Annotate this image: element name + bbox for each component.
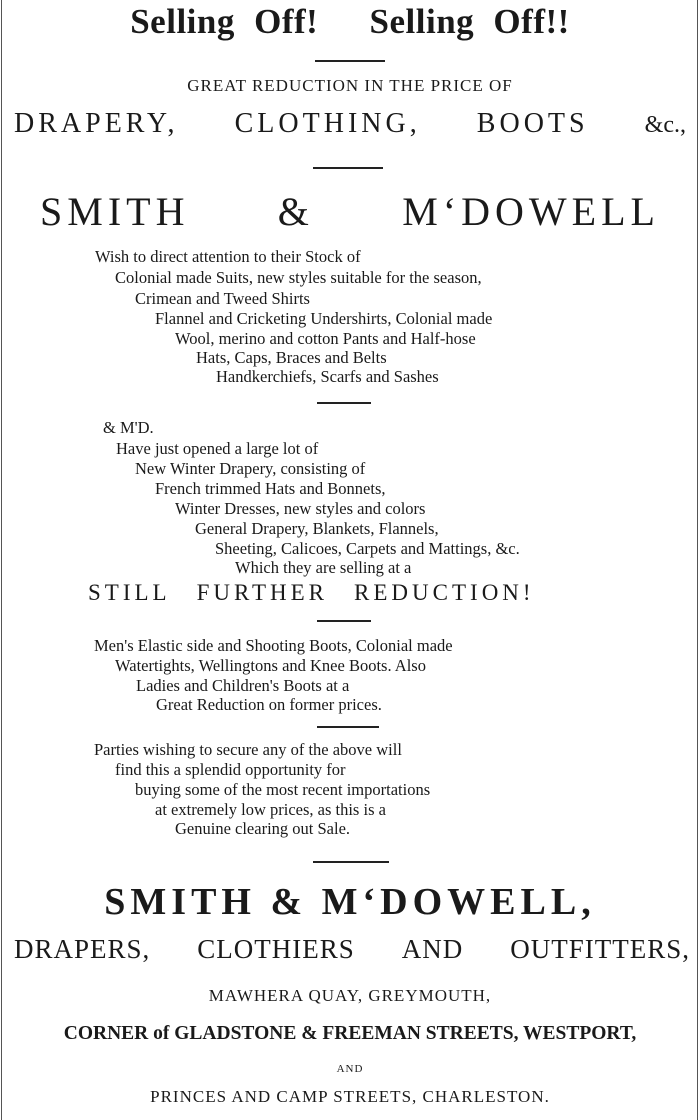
firm-name-top [40, 188, 660, 235]
stock-line: Handkerchiefs, Scarfs and Sashes [216, 367, 439, 386]
drapery-line: Sheeting, Calicoes, Carpets and Mattings, &c. [215, 539, 520, 558]
parties-line: Parties wishing to secure any of the above will [94, 740, 402, 759]
further-word: FURTHER [196, 580, 329, 605]
stock-line: Hats, Caps, Braces and Belts [196, 348, 387, 367]
category-clothing: CLOTHING, [234, 108, 421, 139]
address-charleston: PRINCES AND CAMP STREETS, CHARLESTON. [150, 1087, 550, 1106]
boots-line: Watertights, Wellingtons and Knee Boots. Also [115, 656, 426, 675]
trade-drapers: DRAPERS, [14, 934, 151, 964]
divider [317, 726, 379, 728]
drapery-line: Which they are selling at a [235, 558, 412, 577]
boots-line: Men's Elastic side and Shooting Boots, Colonial made [94, 636, 453, 655]
trade-clothiers: CLOTHIERS [197, 934, 355, 964]
drapery-line: French trimmed Hats and Bonnets, [155, 479, 386, 498]
address-and: AND [336, 1063, 364, 1075]
still-further-reduction [88, 580, 561, 606]
category-drapery: DRAPERY, [14, 108, 179, 139]
stock-line: Wool, merino and cotton Pants and Half-hose [175, 329, 476, 348]
stock-line: Crimean and Tweed Shirts [135, 289, 310, 308]
category-etc: &c., [644, 112, 686, 138]
drapery-line: & M'D. [103, 418, 154, 437]
stock-line: Flannel and Cricketing Undershirts, Colonial made [155, 309, 493, 328]
address-greymouth: MAWHERA QUAY, GREYMOUTH, [208, 986, 492, 1005]
right-column-border [697, 0, 698, 1120]
boots-line: Ladies and Children's Boots at a [136, 676, 350, 695]
stock-line: Colonial made Suits, new styles suitable for the season, [115, 268, 482, 287]
trade-and: AND [401, 934, 464, 964]
headline-right: Selling Off!! [369, 2, 570, 41]
still-word: STILL [88, 580, 171, 605]
firm-name-bottom: SMITH & M‘DOWELL, [104, 881, 596, 923]
reduction-word: REDUCTION! [354, 580, 535, 605]
parties-line: buying some of the most recent importations [135, 780, 431, 799]
drapery-line: Winter Dresses, new styles and colors [175, 499, 426, 518]
stock-line: Wish to direct attention to their Stock of [95, 247, 361, 266]
trades-line [14, 934, 690, 965]
reduction-line: GREAT REDUCTION IN THE PRICE OF [187, 76, 513, 95]
categories-line [14, 108, 686, 140]
divider [313, 167, 383, 169]
divider [315, 60, 385, 62]
parties-line: find this a splendid opportunity for [115, 760, 346, 779]
firm-word-and: & [277, 189, 314, 234]
firm-word-smith: SMITH [40, 189, 190, 234]
address-westport: CORNER of GLADSTONE & FREEMAN STREETS, WESTPORT, [63, 1023, 637, 1044]
boots-line: Great Reduction on former prices. [156, 695, 382, 714]
headline [0, 2, 700, 42]
divider [313, 861, 389, 863]
parties-line: at extremely low prices, as this is a [155, 800, 386, 819]
divider [317, 402, 371, 404]
trade-outfitters: OUTFITTERS, [510, 934, 690, 964]
drapery-line: New Winter Drapery, consisting of [135, 459, 366, 478]
firm-word-mdowell: M‘DOWELL [402, 189, 660, 234]
parties-line: Genuine clearing out Sale. [175, 819, 351, 838]
left-column-border [1, 0, 2, 1120]
drapery-line: General Drapery, Blankets, Flannels, [195, 519, 439, 538]
drapery-line: Have just opened a large lot of [116, 439, 319, 458]
headline-left: Selling Off! [130, 2, 319, 41]
divider [317, 620, 371, 622]
category-boots: BOOTS [476, 108, 589, 139]
